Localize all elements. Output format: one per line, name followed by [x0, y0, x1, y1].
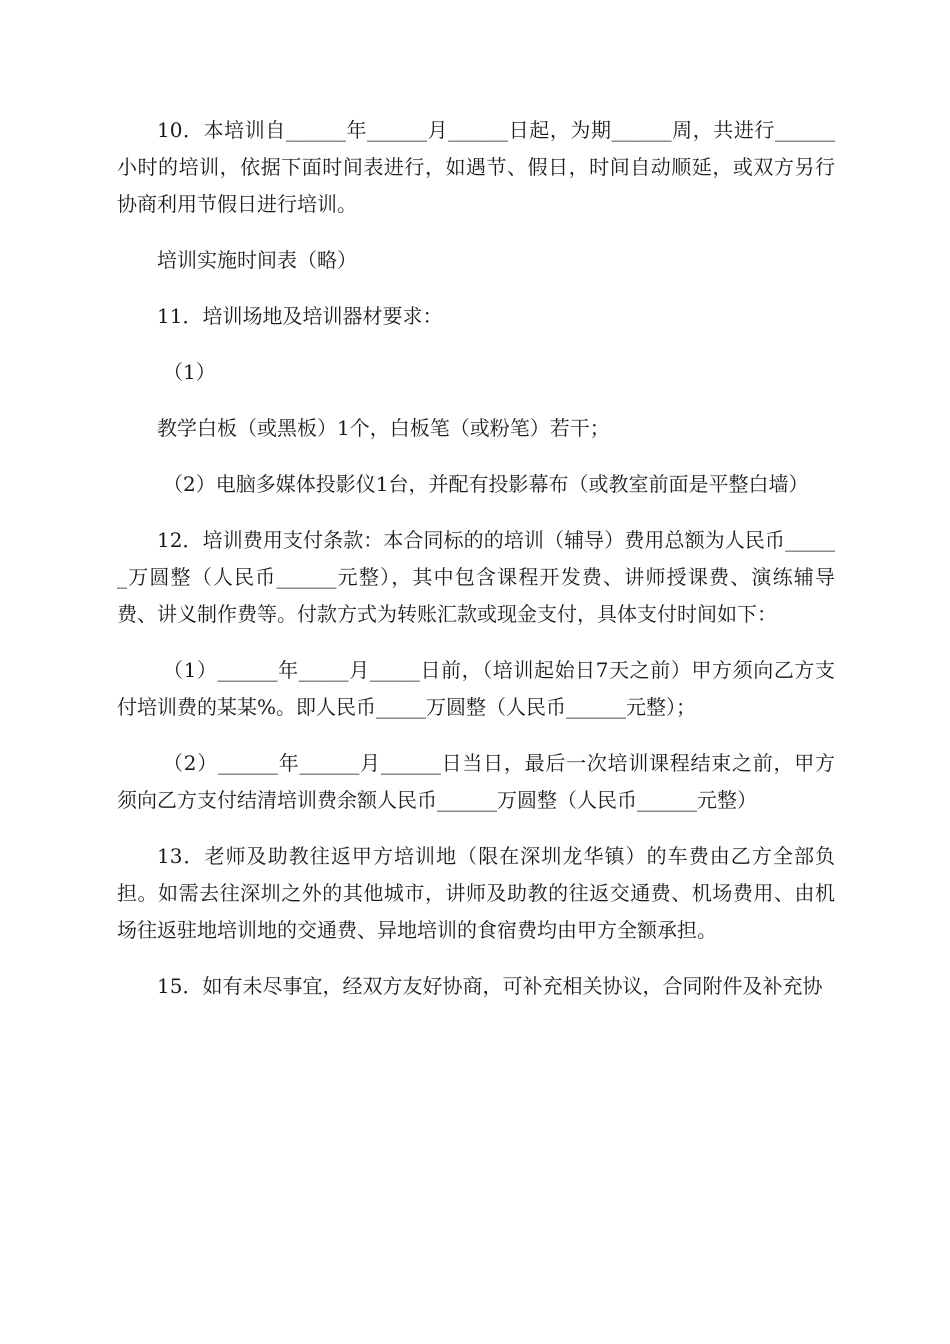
- clause-12-payment-terms: 12．培训费用支付条款：本合同标的的培训（辅导）费用总额为人民币______万圆整（人民币______元整），其中包含课程开发费、讲师授课费、演练辅导费、讲义制作费等。付款方式为转账汇款或现金支付，具体支付时间如下：: [117, 528, 835, 626]
- payment-item-1: （1）______年_____月_____日前，（培训起始日7天之前）甲方须向乙方支付培训费的某某%。即人民币_____万圆整（人民币______元整）；: [117, 658, 835, 719]
- payment-item-2: （2）______年______月______日当日，最后一次培训课程结束之前，甲方须向乙方支付结清培训费余额人民币______万圆整（人民币______元整）: [117, 751, 835, 812]
- clause-15-supplementary: 15．如有未尽事宜，经双方友好协商，可补充相关协议，合同附件及补充协: [157, 974, 823, 998]
- equipment-item-2: （2）电脑多媒体投影仪1台，并配有投影幕布（或教室前面是平整白墙）: [163, 472, 809, 496]
- clause-11-venue-equipment: 11．培训场地及培训器材要求：: [157, 304, 443, 328]
- clause-13-travel-costs: 13．老师及助教往返甲方培训地（限在深圳龙华镇）的车费由乙方全部负担。如需去往深圳之外的其他城市，讲师及助教的往返交通费、机场费用、由机场往返驻地培训地的交通费、异地培训的食宿费均由甲方全额承担。: [117, 844, 835, 942]
- equipment-item-1-text: 教学白板（或黑板）1个，白板笔（或粉笔）若干；: [157, 416, 610, 440]
- document-body: [117, 112, 835, 1024]
- clause-10-training-schedule: 10．本培训自______年______月______日起，为期______周，共进行______小时的培训，依据下面时间表进行，如遇节、假日，时间自动顺延，或双方另行协商利用节假日进行培训。: [117, 118, 835, 216]
- schedule-note: 培训实施时间表（略）: [157, 248, 357, 272]
- equipment-item-1-number: （1）: [163, 360, 216, 384]
